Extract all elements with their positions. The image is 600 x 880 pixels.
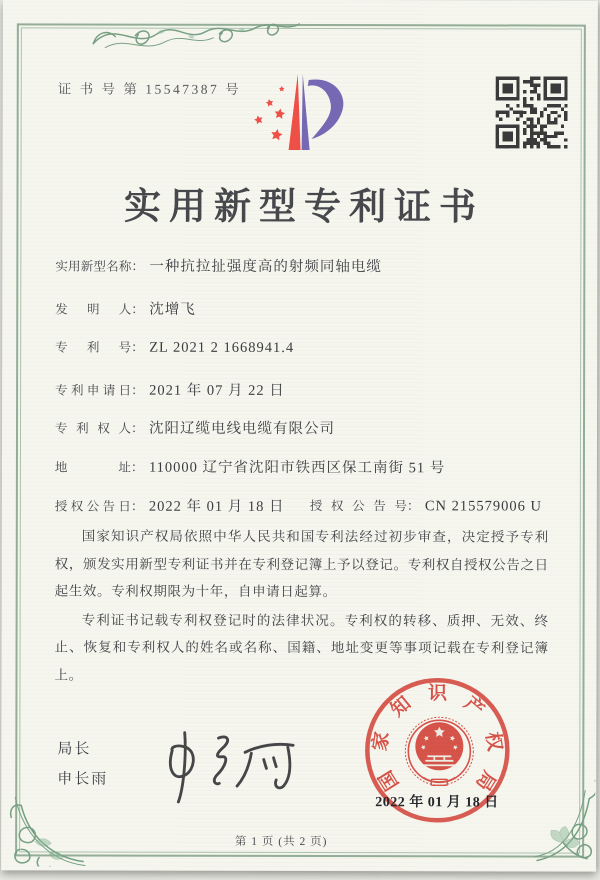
field-colon: ： [131, 382, 145, 398]
certificate-number: 证 书 号 第 15547387 号 [57, 81, 242, 97]
svg-text:局: 局 [471, 766, 500, 794]
field-inventor [55, 297, 196, 318]
commissioner-title: 局长 [57, 741, 92, 758]
field-label: 专利申请日 [55, 383, 132, 398]
logo-red-spike [289, 74, 301, 150]
field-value: 2021 年 07 月 22 日 [149, 382, 285, 399]
field-colon: ： [131, 301, 145, 317]
field-label: 专利号 [55, 340, 132, 355]
field-value: 2022 年 01 月 18 日 [148, 498, 285, 515]
legal-paragraph-2: 专利证书记载专利权登记时的法律状况。专利权的转移、质押、无效、终止、恢复和专利权人的姓名或名称、国籍、地址变更等事项记载在专利登记簿上。 [54, 612, 549, 683]
field-value: 一种抗拉扯强度高的射频同轴电缆 [149, 258, 382, 276]
field-address [55, 455, 445, 477]
field-colon: ： [406, 498, 420, 514]
field-patentee [55, 416, 335, 438]
seal-national-emblem [405, 717, 473, 785]
svg-text:权: 权 [481, 730, 506, 753]
field-grant-row [55, 494, 555, 516]
field-label: 授权公告号 [309, 499, 407, 514]
field-utility-model-name [55, 254, 382, 276]
field-grant-number [310, 495, 542, 515]
legal-paragraph-1: 国家知识产权局依照中华人民共和国专利法经过初步审查，决定授予专利权，颁发实用新型专利证书并在专利登记簿上予以登记。专利权自授权公告之日起生效。专利权期限为十年，自申请日起算。 [54, 528, 549, 600]
cnipa-patent-logo [249, 64, 359, 159]
commissioner-signature [159, 724, 311, 804]
seal-date: 2022 年 01 月 18 日 [375, 795, 499, 811]
logo-purple-p [302, 74, 344, 150]
field-colon: ： [130, 459, 144, 475]
field-colon: ： [130, 498, 144, 514]
qr-code [496, 76, 568, 148]
certificate-title: 实用新型专利证书 [123, 186, 485, 229]
svg-text:产: 产 [459, 692, 488, 722]
field-value: 沈增飞 [149, 301, 196, 318]
field-application-date [55, 378, 285, 399]
page-number: 第 1 页 (共 2 页) [234, 835, 328, 849]
field-label: 授权公告日 [54, 499, 131, 514]
logo-stars [253, 86, 285, 141]
field-value: 110000 辽宁省沈阳市铁西区保工南街 51 号 [148, 459, 446, 477]
legal-text [54, 522, 548, 689]
field-label: 专利权人 [54, 421, 132, 436]
field-colon: ： [131, 339, 145, 355]
field-value: 沈阳辽缆电线电缆有限公司 [149, 420, 336, 438]
field-value: CN 215579006 U [424, 498, 543, 515]
certificate-page [1, 0, 598, 872]
svg-text:识: 识 [427, 683, 447, 705]
field-label: 发明人 [55, 302, 132, 317]
svg-text:家: 家 [369, 730, 394, 753]
svg-text:知: 知 [387, 692, 416, 722]
field-label: 地址 [54, 460, 131, 475]
field-colon: ： [131, 258, 145, 274]
field-colon: ： [130, 420, 145, 436]
field-patent-number [55, 336, 294, 357]
svg-text:国: 国 [375, 766, 404, 794]
field-label: 实用新型名称 [55, 259, 132, 274]
commissioner-name: 申长雨 [57, 771, 109, 788]
field-value: ZL 2021 2 1668941.4 [149, 339, 295, 356]
